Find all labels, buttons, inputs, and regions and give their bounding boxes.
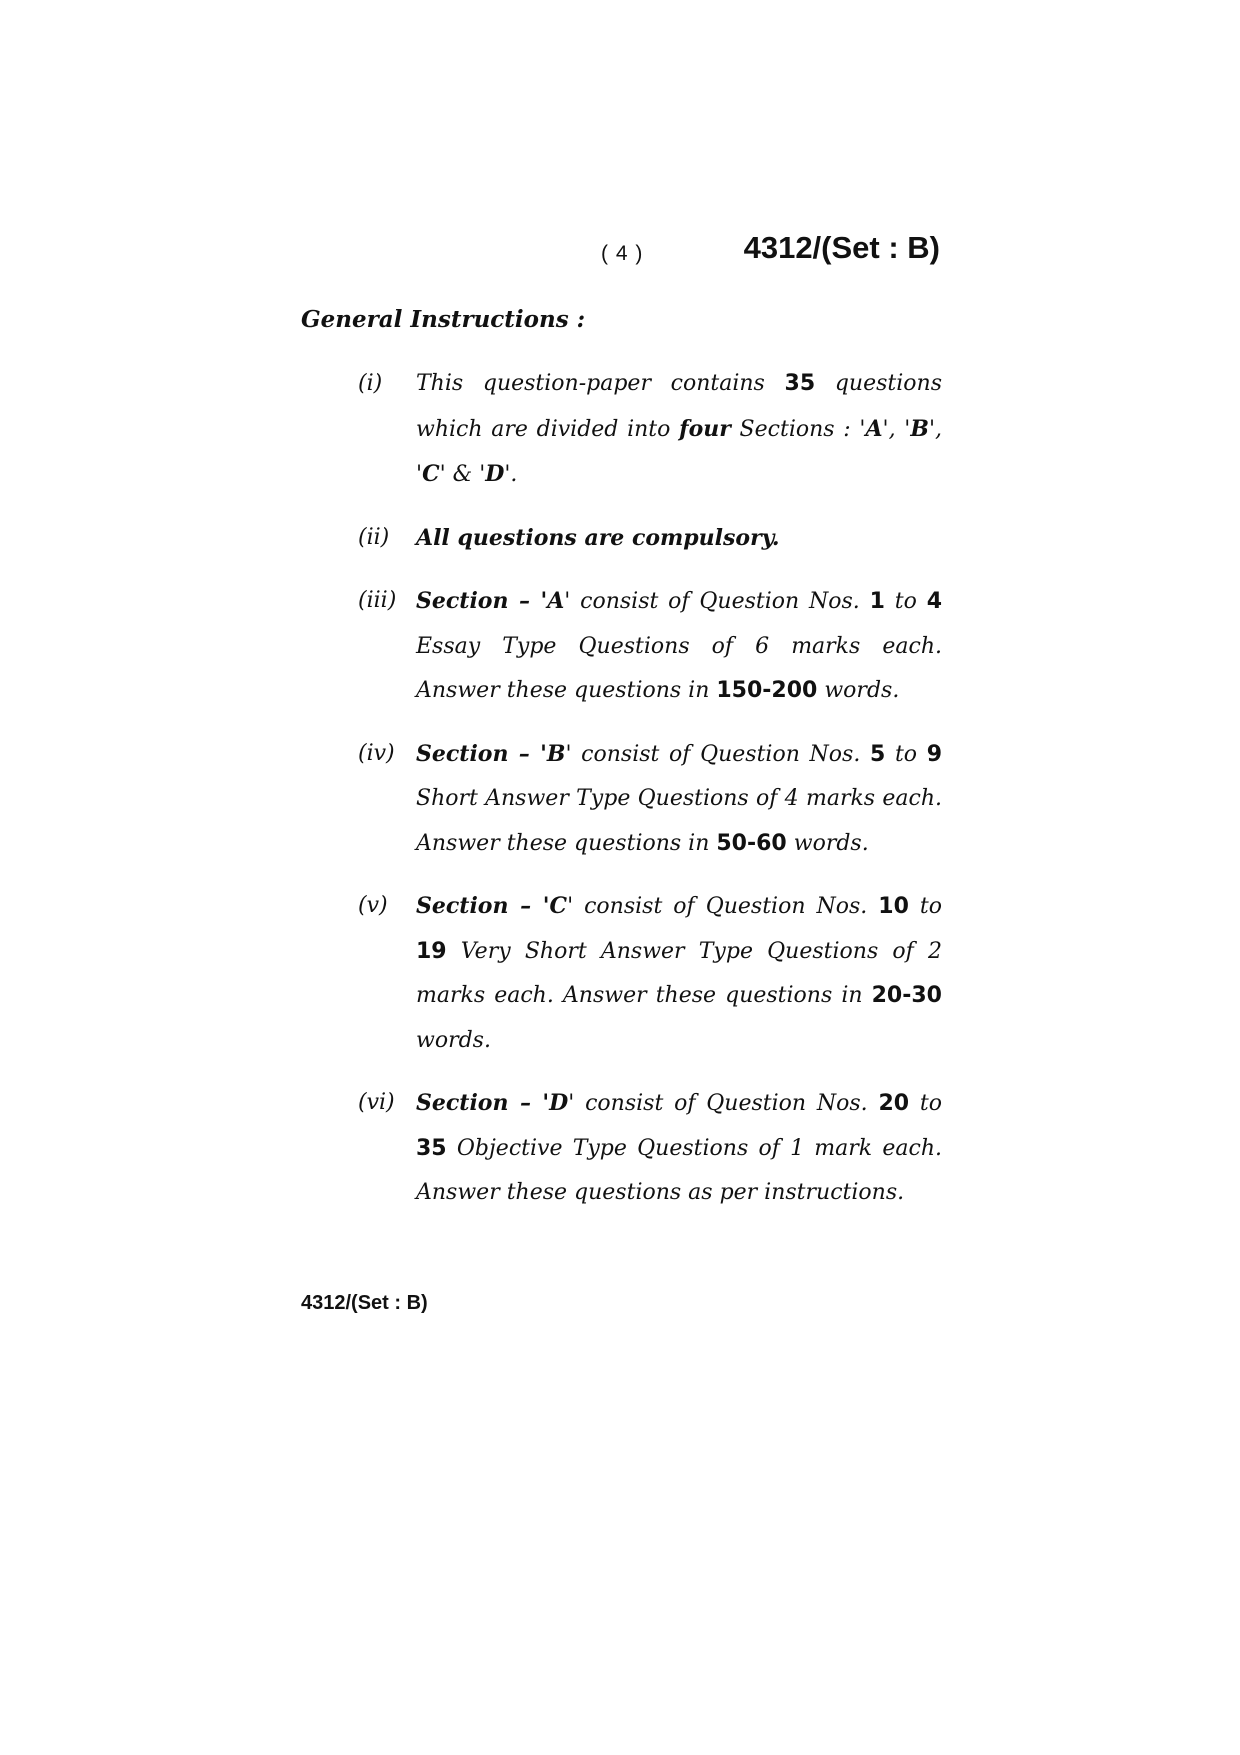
instruction-number: (iv) (358, 740, 395, 766)
instruction-text-run: A (865, 415, 883, 442)
instruction-text-run: ' consist of Question Nos. (565, 741, 870, 767)
instruction-item (358, 516, 942, 562)
instruction-text-run: Section – ' (416, 1090, 550, 1116)
instruction-text-run: 10 (878, 894, 909, 919)
instruction-text (416, 362, 942, 498)
instruction-text-run: words. (786, 830, 869, 856)
instruction-text-run: questions which are divided into (416, 371, 942, 442)
instruction-text-run: A (547, 588, 565, 614)
instruction-text-run: 5 (869, 741, 886, 767)
instruction-text-run: words. (416, 1027, 491, 1053)
instruction-item (358, 884, 942, 1063)
instruction-text-run: B (910, 415, 929, 442)
instruction-text-run: '. (504, 462, 518, 487)
paper-code-footer: 4312/(Set : B) (301, 1292, 428, 1314)
instruction-text-run: Section – ' (416, 740, 547, 767)
instruction-text-run: 150-200 (716, 678, 818, 703)
instruction-text-run: Sections : ' (730, 416, 866, 442)
instruction-text-run: 50-60 (716, 830, 787, 856)
instruction-text-run: 20-30 (871, 983, 942, 1008)
instruction-text (416, 732, 942, 867)
instruction-text-run: ' & ' (439, 462, 486, 487)
instruction-text-run: 9 (926, 741, 942, 767)
instruction-text (416, 579, 942, 714)
instruction-text-run: words. (817, 678, 900, 703)
instructions-list (358, 362, 942, 1234)
instruction-number: (vi) (358, 1090, 395, 1115)
instruction-text-run: Objective Type Questions of 1 mark each. Answer these questions as per instructions. (416, 1135, 942, 1205)
instruction-text-run: 4 (926, 589, 943, 614)
instruction-number: (ii) (358, 524, 390, 550)
instruction-text-run: to (884, 589, 927, 614)
instruction-text-run: Short Answer Type Questions of 4 marks each. Answer these questions in (416, 786, 942, 856)
instruction-text-run: ' consist of Question Nos. (567, 894, 879, 919)
paper-code-header: 4312/(Set : B) (743, 230, 940, 265)
instruction-text-run: to (885, 741, 927, 767)
instruction-text-run: C (422, 461, 440, 487)
instruction-number: (i) (358, 371, 383, 396)
instruction-text (416, 1081, 942, 1216)
instruction-item (358, 732, 942, 867)
instruction-text-run: 35 (416, 1135, 447, 1161)
instruction-text-run: to (908, 894, 942, 919)
instruction-text-run: Very Short Answer Type Questions of 2 marks each. Answer these questions in (416, 938, 942, 1008)
instruction-text-run: to (909, 1091, 942, 1116)
instruction-text-run: Essay Type Questions of 6 marks each. Answer these questions in (416, 633, 942, 703)
instruction-text-run: ', ' (416, 416, 942, 487)
instruction-number: (v) (358, 893, 388, 918)
instruction-text-run: 19 (416, 938, 447, 964)
instruction-text-run: D (549, 1090, 569, 1116)
instruction-text (416, 884, 942, 1063)
instruction-text-run: 35 (784, 371, 816, 396)
instruction-text-run: ', ' (882, 416, 911, 442)
instruction-text-run: This question-paper contains (416, 371, 785, 396)
page-number: ( 4 ) (601, 242, 644, 265)
instruction-text-run: ' consist of Question Nos. (568, 1091, 879, 1116)
instruction-text-run: All questions are compulsory. (416, 524, 780, 551)
instruction-text-run: C (549, 893, 568, 919)
instruction-text-run: four (679, 415, 731, 442)
instruction-text-run: B (546, 740, 566, 767)
instruction-item (358, 1081, 942, 1216)
instruction-text (416, 516, 942, 562)
instruction-text-run: 1 (869, 589, 885, 614)
instruction-text-run: Section – ' (416, 588, 548, 614)
instruction-text-run: 20 (878, 1091, 910, 1116)
instruction-text-run: D (485, 461, 505, 487)
instruction-item (358, 579, 942, 714)
instruction-item (358, 362, 942, 498)
instruction-text-run: ' consist of Question Nos. (564, 589, 870, 614)
instruction-text-run: Section – ' (416, 893, 550, 919)
instructions-heading: General Instructions : (301, 306, 586, 333)
instruction-number: (iii) (358, 588, 397, 613)
